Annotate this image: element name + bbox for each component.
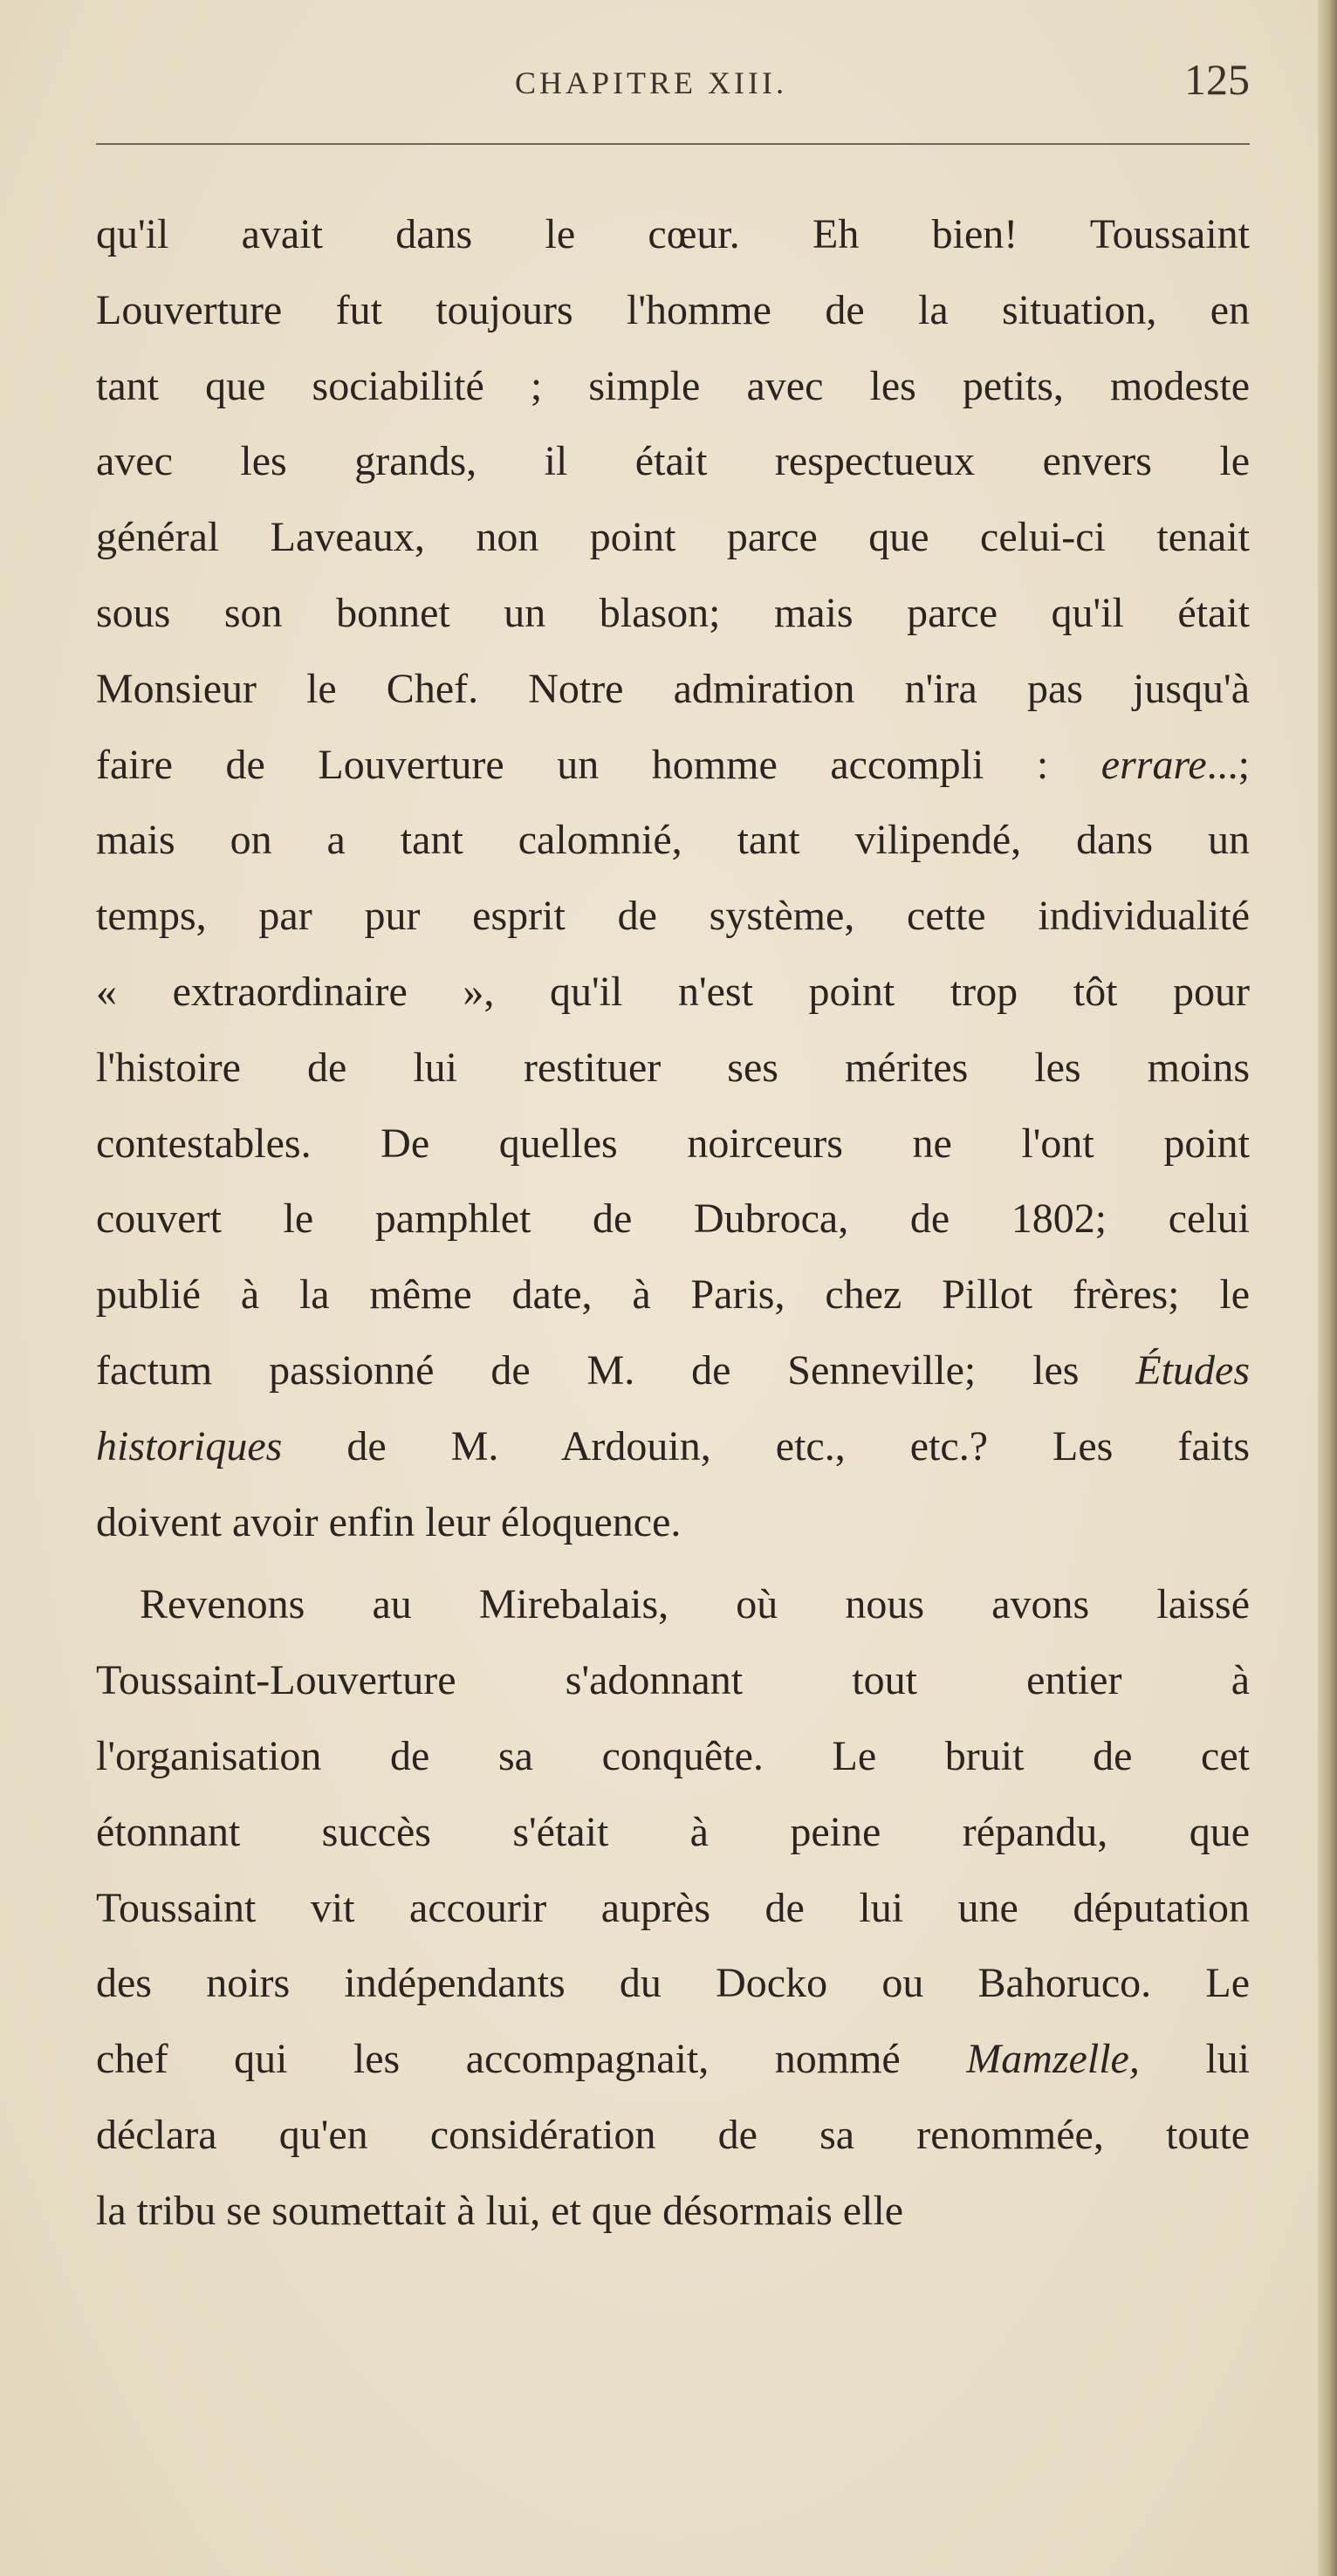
text-line: qu'il avait dans le cœur. Eh bien! Toussaint xyxy=(96,211,1250,257)
text-line xyxy=(96,2022,1250,2098)
text-line: contestables. De quelles noirceurs ne l'ont point xyxy=(96,1120,1250,1167)
text-line: la tribu se soumettait à lui, et que désormais elle xyxy=(96,2187,904,2234)
text-line: sous son bonnet un blason; mais parce qu'il était xyxy=(96,589,1250,636)
text-line: Louverture fut toujours l'homme de la situation, en xyxy=(96,286,1250,333)
text-line: publié à la même date, à Paris, chez Pillot frères; le xyxy=(96,1271,1250,1319)
paragraph-2 xyxy=(96,1567,1250,2249)
italic-term: Mamzelle, xyxy=(966,2036,1140,2083)
paragraph-gap xyxy=(96,1560,1250,1567)
text-segment: ...; xyxy=(1206,741,1250,788)
text-line: doivent avoir enfin leur éloquence. xyxy=(96,1498,682,1545)
italic-term: errare xyxy=(1100,741,1207,788)
text-line: étonnant succès s'était à peine répandu, que xyxy=(96,1808,1250,1855)
text-line: déclara qu'en considération de sa renommée, toute xyxy=(96,2111,1250,2158)
text-line: « extraordinaire », qu'il n'est point trop tôt pour xyxy=(96,968,1250,1015)
text-segment: lui xyxy=(1139,2036,1250,2083)
text-line xyxy=(96,1409,1250,1485)
text-line: l'histoire de lui restituer ses mérites les moins xyxy=(96,1044,1250,1091)
running-head xyxy=(96,54,1250,115)
text-segment: chef qui les accompagnait, nommé xyxy=(96,2036,967,2083)
text-line: Toussaint vit accourir auprès de lui une députation xyxy=(96,1884,1250,1931)
page-number: 125 xyxy=(1184,55,1250,104)
text-line: l'organisation de sa conquête. Le bruit de cet xyxy=(96,1732,1250,1779)
text-line: couvert le pamphlet de Dubroca, de 1802; celui xyxy=(96,1196,1250,1243)
text-line: Toussaint-Louverture s'adonnant tout entier à xyxy=(96,1657,1250,1704)
italic-term: Études xyxy=(1135,1346,1250,1394)
text-line: temps, par pur esprit de système, cette individualité xyxy=(96,893,1250,940)
text-line: tant que sociabilité ; simple avec les petits, modeste xyxy=(96,362,1250,409)
text-line: mais on a tant calomnié, tant vilipendé, dans un xyxy=(96,817,1250,864)
chapter-title: CHAPITRE XIII. xyxy=(515,65,787,100)
italic-term: historiques xyxy=(96,1422,283,1470)
paragraph-1 xyxy=(96,197,1250,1560)
body-text xyxy=(96,197,1250,2250)
text-segment: factum passionné de M. de Senneville; les xyxy=(96,1346,1136,1394)
text-line: Monsieur le Chef. Notre admiration n'ira pas jusqu'à xyxy=(96,665,1250,712)
text-line xyxy=(96,1333,1250,1409)
text-segment: faire de Louverture un homme accompli : xyxy=(96,741,1101,788)
text-line: avec les grands, il était respectueux envers le xyxy=(96,438,1250,485)
text-line xyxy=(96,728,1250,804)
text-segment: de M. Ardouin, etc., etc.? Les faits xyxy=(282,1422,1250,1470)
header-rule xyxy=(96,143,1250,145)
text-line: Revenons au Mirebalais, où nous avons laissé xyxy=(140,1581,1250,1628)
page-edge-shadow xyxy=(1318,0,1337,2576)
text-line: des noirs indépendants du Docko ou Bahoruco. Le xyxy=(96,1960,1250,2007)
text-line: général Laveaux, non point parce que celui-ci tenait xyxy=(96,514,1250,561)
